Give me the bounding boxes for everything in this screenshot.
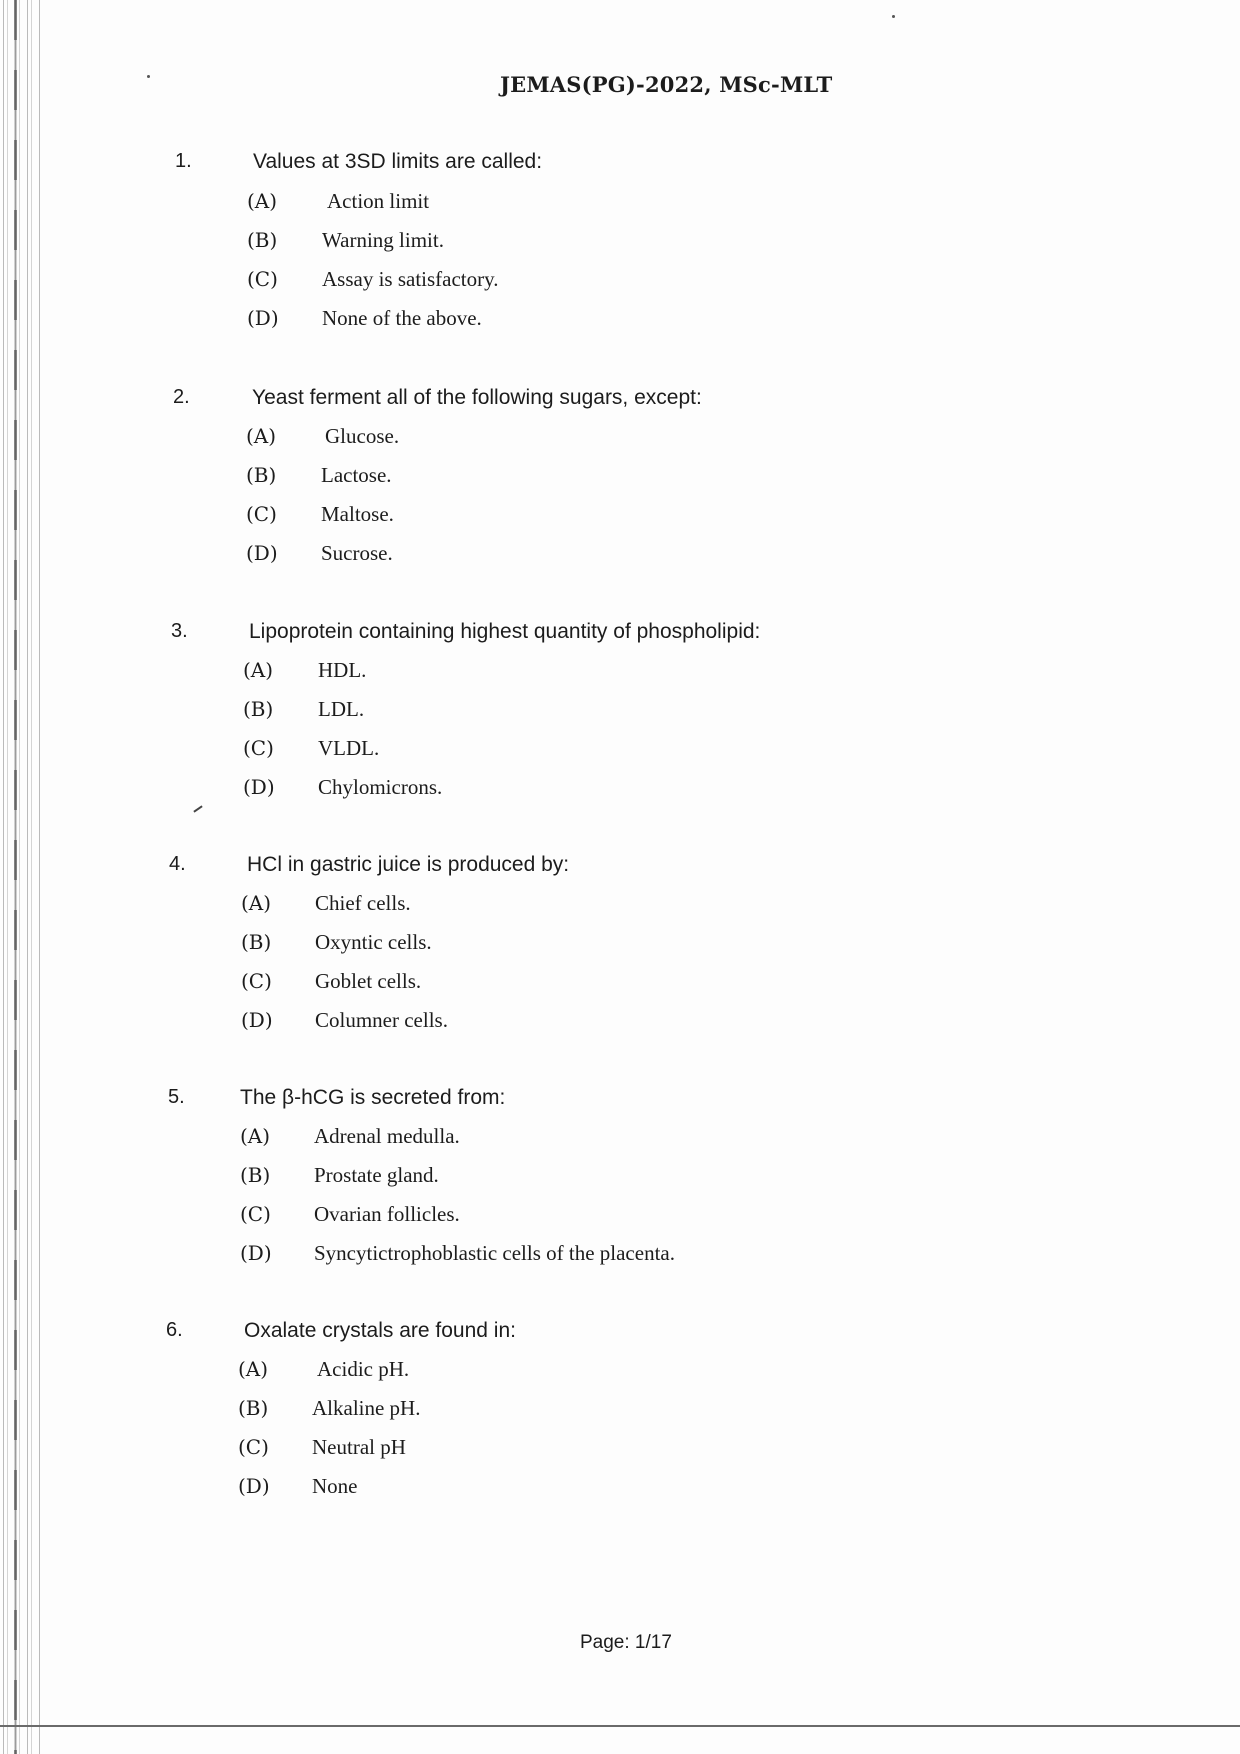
option-text: Maltose.: [321, 502, 394, 526]
question-number: 4.: [169, 853, 186, 875]
question-text: HCl in gastric juice is produced by:: [247, 853, 570, 876]
option-text: None of the above.: [322, 306, 482, 330]
option-letter: (D): [241, 1008, 273, 1032]
option-text: Neutral pH: [312, 1435, 406, 1459]
option-letter: (B): [241, 930, 272, 954]
option-letter: (C): [246, 502, 277, 526]
option-text: Acidic pH.: [317, 1357, 410, 1381]
option-letter: (A): [243, 658, 274, 682]
question-number: 3.: [171, 620, 188, 642]
question-text: Lipoprotein containing highest quantity of phospholipid:: [249, 620, 761, 643]
option-letter: (B): [246, 463, 277, 487]
option-text: Goblet cells.: [315, 969, 422, 993]
option-text: Warning limit.: [322, 228, 444, 252]
option-text: Ovarian follicles.: [314, 1202, 460, 1226]
option-letter: (A): [240, 1124, 271, 1148]
option-letter: (C): [247, 267, 278, 291]
option-text: None: [312, 1474, 358, 1498]
option-text: Prostate gland.: [314, 1163, 439, 1187]
option-text: HDL.: [318, 658, 367, 682]
option-text: Action limit: [327, 189, 430, 213]
question-number: 5.: [168, 1086, 185, 1108]
option-letter: (D): [238, 1474, 270, 1498]
scan-binding-edge: [0, 0, 40, 1754]
exam-header: JEMAS(PG)-2022, MSc-MLT: [500, 72, 833, 97]
option-text: Assay is satisfactory.: [322, 267, 499, 291]
option-text: Adrenal medulla.: [314, 1124, 460, 1148]
option-letter: (B): [240, 1163, 271, 1187]
option-letter: (D): [246, 541, 278, 565]
option-letter: (D): [247, 306, 279, 330]
option-text: Syncytictrophoblastic cells of the placenta.: [314, 1241, 675, 1265]
option-text: Columner cells.: [315, 1008, 448, 1032]
question-text: The β-hCG is secreted from:: [240, 1086, 506, 1109]
option-letter: (C): [243, 736, 274, 760]
option-text: Oxyntic cells.: [315, 930, 432, 954]
option-text: Chylomicrons.: [318, 775, 443, 799]
scan-speck: [892, 15, 895, 18]
pen-mark: [193, 805, 202, 812]
question-text: Yeast ferment all of the following sugars, except:: [252, 386, 702, 409]
option-letter: (B): [247, 228, 278, 252]
scan-speck: [147, 75, 150, 78]
option-text: Glucose.: [325, 424, 400, 448]
option-text: Chief cells.: [315, 891, 411, 915]
option-letter: (A): [238, 1357, 269, 1381]
question-number: 2.: [173, 386, 190, 408]
option-text: Sucrose.: [321, 541, 393, 565]
option-text: LDL.: [318, 697, 365, 721]
question-text: Values at 3SD limits are called:: [253, 150, 543, 173]
bottom-rule: [0, 1725, 1240, 1727]
option-letter: (C): [238, 1435, 269, 1459]
option-letter: (C): [241, 969, 272, 993]
option-letter: (B): [238, 1396, 269, 1420]
option-letter: (D): [243, 775, 275, 799]
option-letter: (A): [247, 189, 278, 213]
option-letter: (B): [243, 697, 274, 721]
option-letter: (C): [240, 1202, 271, 1226]
option-text: Lactose.: [321, 463, 392, 487]
option-text: Alkaline pH.: [312, 1396, 421, 1420]
page-number: Page: 1/17: [580, 1632, 672, 1653]
option-letter: (D): [240, 1241, 272, 1265]
option-letter: (A): [241, 891, 272, 915]
option-letter: (A): [246, 424, 277, 448]
question-number: 1.: [175, 150, 192, 172]
question-number: 6.: [166, 1319, 183, 1341]
option-text: VLDL.: [318, 736, 380, 760]
question-text: Oxalate crystals are found in:: [244, 1319, 516, 1342]
